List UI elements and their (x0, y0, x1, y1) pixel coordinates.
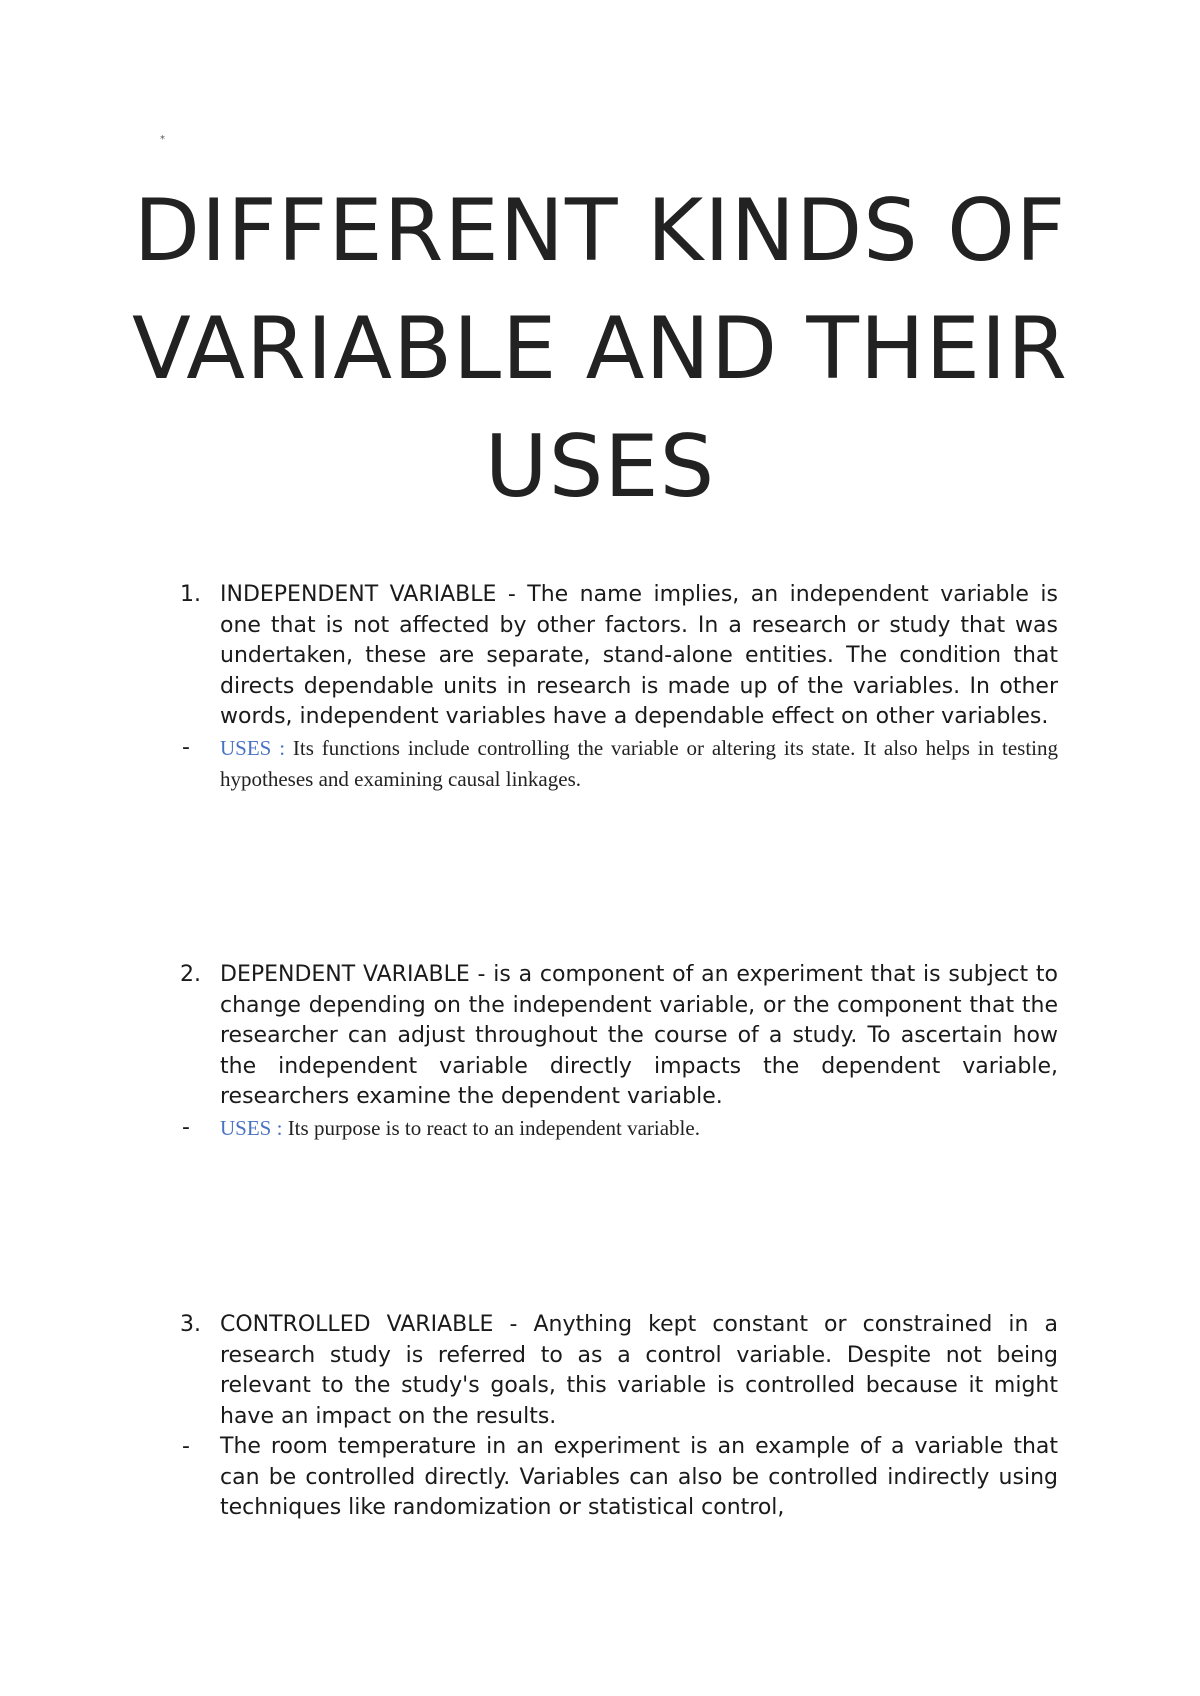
item-text: CONTROLLED VARIABLE - Anything kept constant or constrained in a research study is referred to as a control variable. Despite not being relevant to the study's goals, this variable is controlled because it might have an impact on the results. (220, 1312, 1058, 1429)
item-definition (180, 960, 1058, 1113)
uses-label: USES : (220, 1115, 283, 1140)
item-definition (180, 1310, 1058, 1432)
item-definition (180, 580, 1058, 733)
note-row (180, 1432, 1058, 1524)
list-item-controlled (180, 1310, 1058, 1524)
uses-text-block (220, 1113, 1058, 1144)
corner-mark: * (160, 134, 165, 145)
bullet-dash: - (182, 1434, 190, 1459)
uses-row (180, 1113, 1058, 1144)
uses-label: USES : (220, 735, 286, 760)
uses-text-block (220, 733, 1058, 795)
uses-text: Its functions include controlling the variable or altering its state. It also helps in testing hypotheses and examining causal linkages. (220, 735, 1059, 791)
item-number: 2. (180, 962, 201, 987)
page-title: DIFFERENT KINDS OF VARIABLE AND THEIR USES (131, 181, 1069, 517)
item-number: 1. (180, 582, 201, 607)
uses-text: Its purpose is to react to an independent variable. (282, 1115, 700, 1140)
bullet-dash: - (182, 734, 190, 760)
list-item-dependent (180, 960, 1058, 1144)
item-text: DEPENDENT VARIABLE - is a component of an experiment that is subject to change depending on the independent variable, or the component that the researcher can adjust throughout the course of a study. To ascertain how the independent variable directly impacts the dependent variable, researchers examine the dependent variable. (220, 962, 1058, 1109)
uses-row (180, 733, 1058, 795)
bullet-dash: - (182, 1114, 190, 1140)
note-text: The room temperature in an experiment is an example of a variable that can be controlled directly. Variables can also be controlled indirectly using techniques like randomization or statistical control, (220, 1434, 1058, 1520)
list-item-independent (180, 580, 1058, 795)
item-number: 3. (180, 1312, 201, 1337)
item-text: INDEPENDENT VARIABLE - The name implies, an independent variable is one that is not affected by other factors. In a research or study that was undertaken, these are separate, stand-alone entities. The condition that directs dependable units in research is made up of the variables. In other words, independent variables have a dependable effect on other variables. (220, 582, 1058, 729)
